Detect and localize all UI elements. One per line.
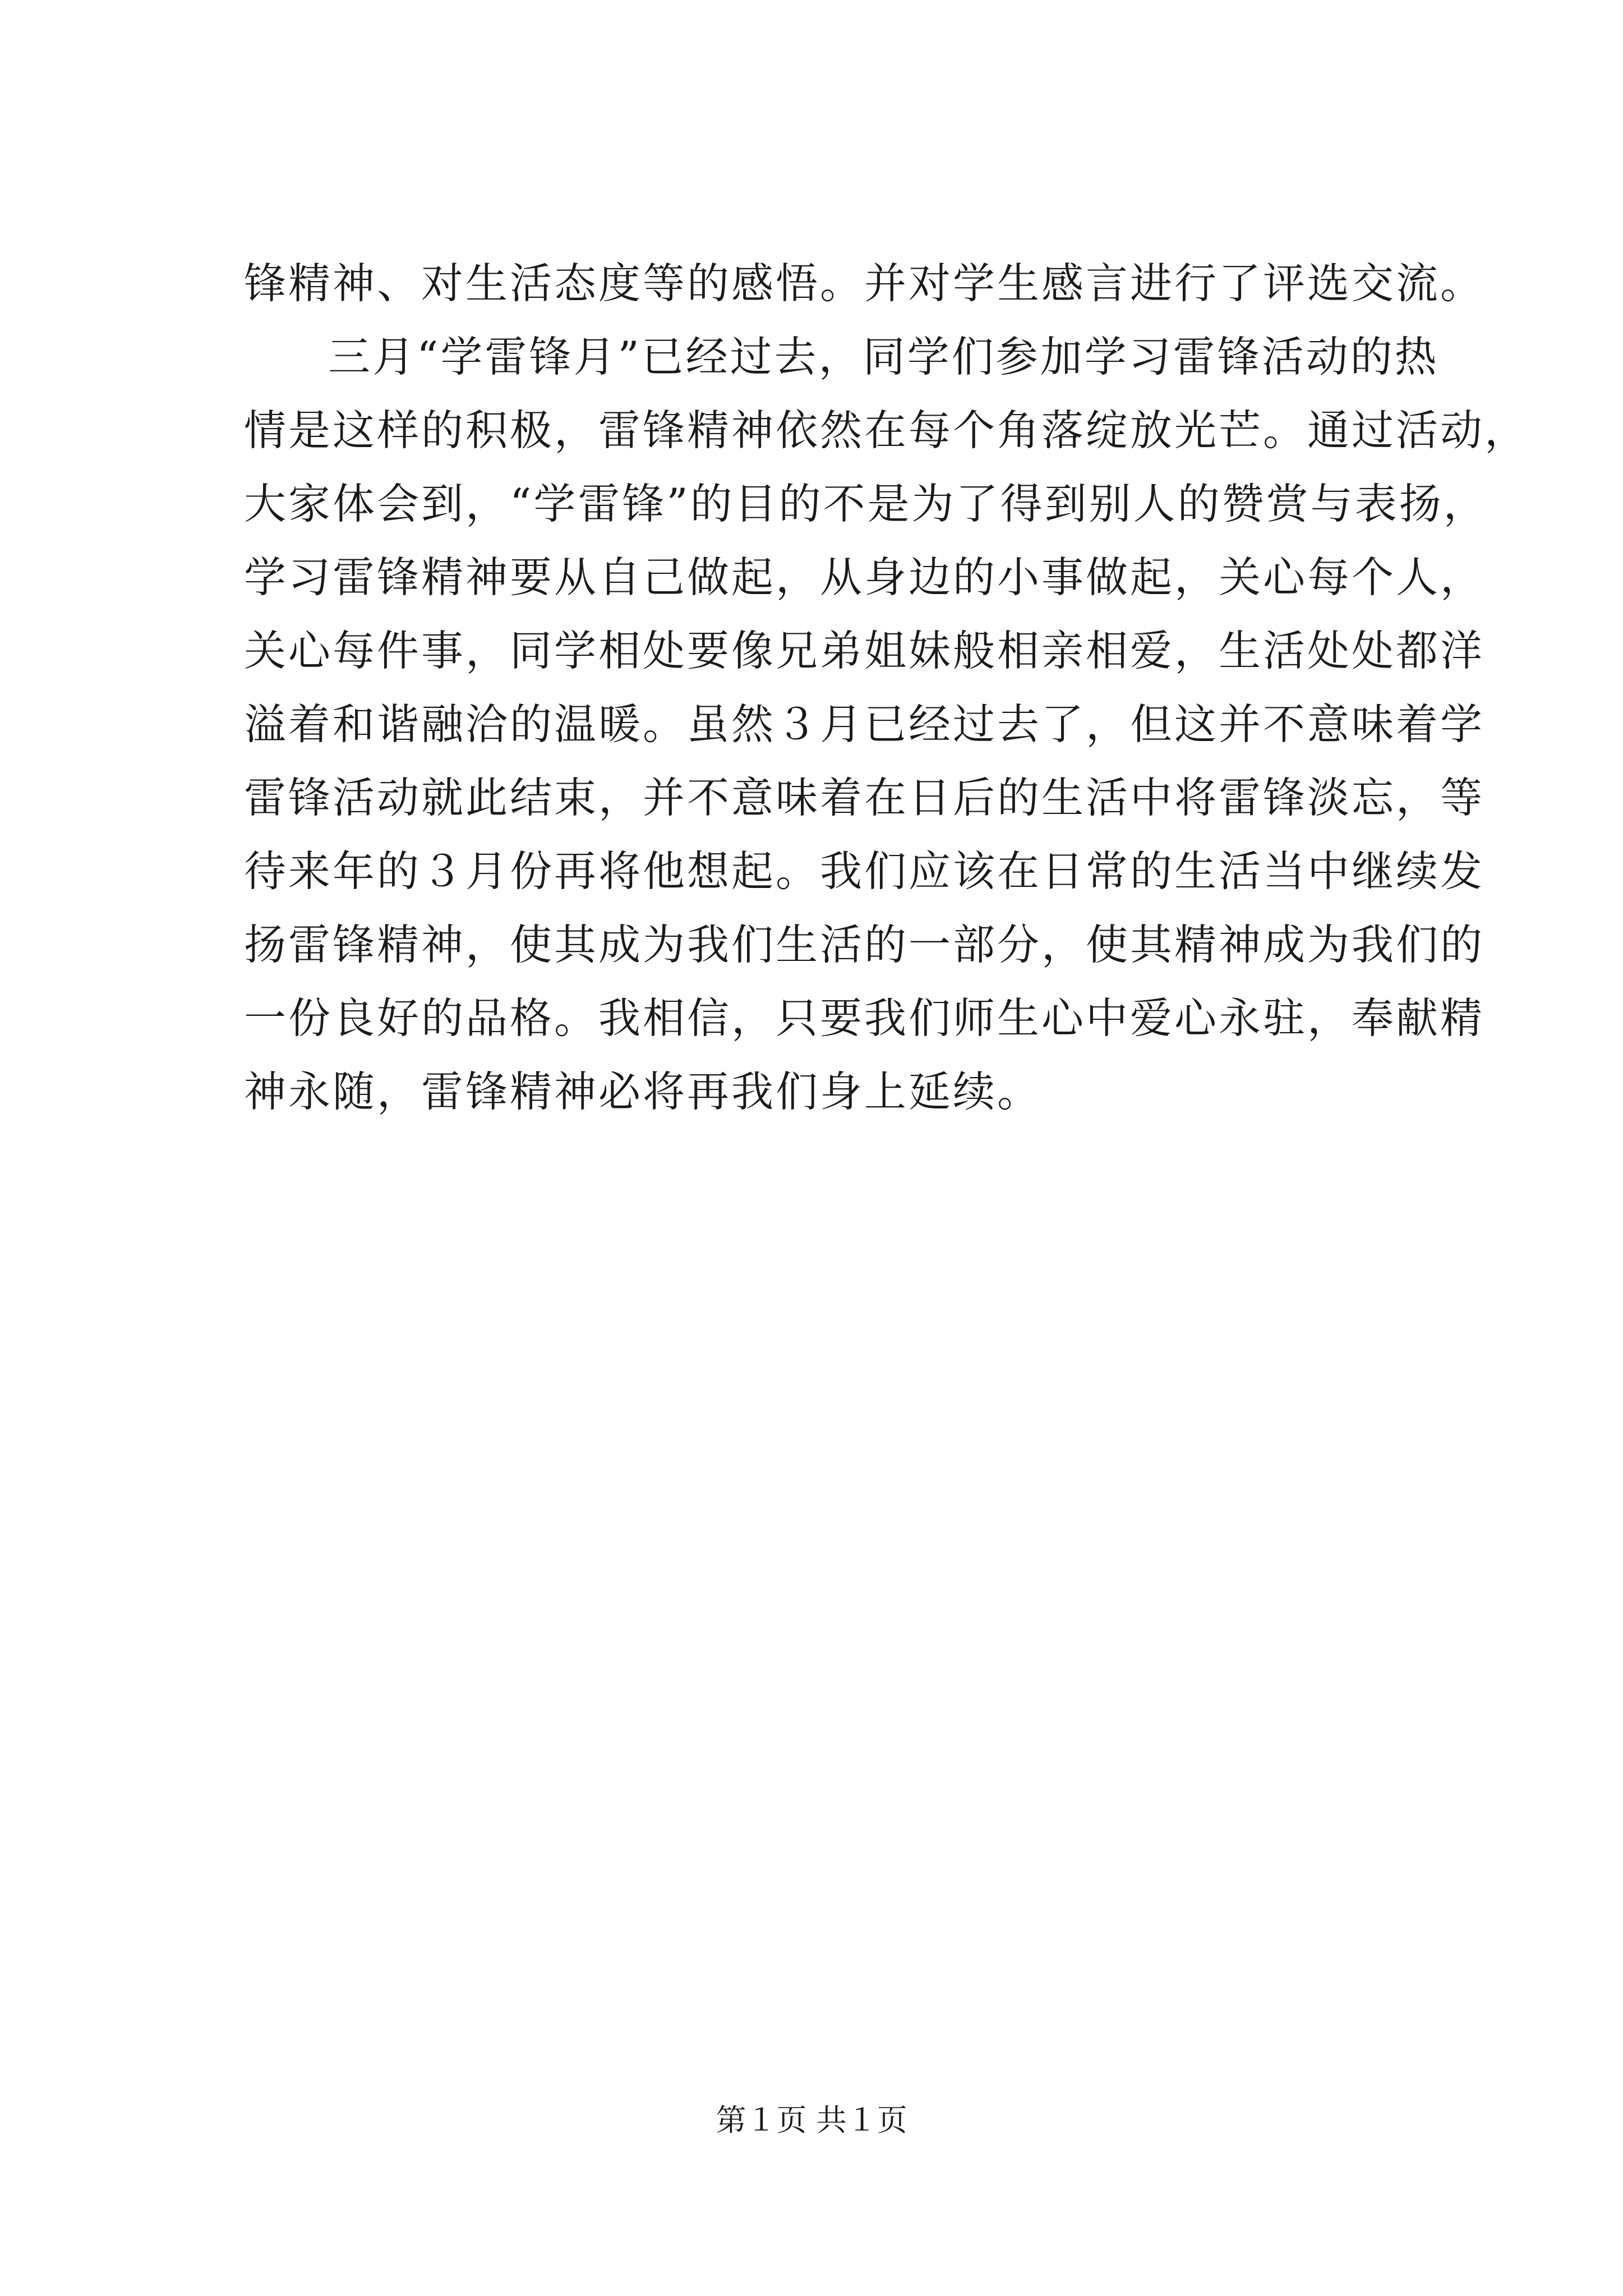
text-line: 待来年的３月份再将他想起。我们应该在日常的生活当中继续发: [244, 846, 1485, 896]
text-line: 锋精神、对生活态度等的感悟。并对学生感言进行了评选交流。: [244, 259, 1485, 308]
text-line: 溢着和谐融洽的温暖。虽然３月已经过去了，但这并不意味着学: [244, 700, 1485, 749]
text-line: 大家体会到，“学雷锋”的目的不是为了得到别人的赞赏与表扬，: [244, 479, 1488, 528]
text-line: 一份良好的品格。我相信，只要我们师生心中爱心永驻，奉献精: [244, 993, 1485, 1043]
page-number-footer: 第１页 共１页: [716, 2102, 907, 2138]
text-line: 情是这样的积极，雷锋精神依然在每个角落绽放光芒。通过活动，: [244, 406, 1529, 455]
text-line: 神永随，雷锋精神必将再我们身上延续。: [244, 1067, 1042, 1116]
text-line: 关心每件事，同学相处要像兄弟姐妹般相亲相爱，生活处处都洋: [244, 626, 1485, 675]
body-text: [244, 247, 1529, 1129]
text-line: 扬雷锋精神，使其成为我们生活的一部分，使其精神成为我们的: [244, 920, 1485, 969]
text-line: 学习雷锋精神要从自己做起，从身边的小事做起，关心每个人，: [244, 553, 1485, 602]
paragraph-first-line: 三月“学雷锋月”已经过去，同学们参加学习雷锋活动的热: [328, 332, 1439, 381]
text-line: 雷锋活动就此结束，并不意味着在日后的生活中将雷锋淡忘，等: [244, 773, 1485, 822]
